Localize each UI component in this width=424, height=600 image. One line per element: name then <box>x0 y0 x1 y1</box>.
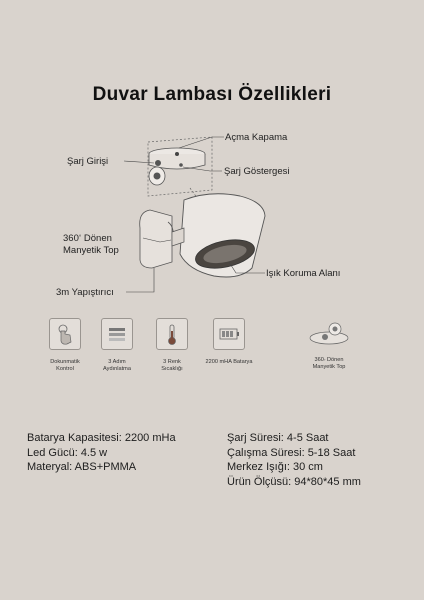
feature-rotating-magnetic-ball: 360° Dönen Manyetik Top <box>290 318 368 371</box>
label-charge-indicator: Şarj Göstergesi <box>224 166 290 177</box>
spec-material: Materyal: ABS+PMMA <box>27 461 137 473</box>
feature-caption-line1: Dokunmatik <box>50 359 80 365</box>
feature-caption-line2: Manyetik Top <box>312 364 346 370</box>
lamp-illustration <box>0 110 424 310</box>
feature-caption-line2: Sıcaklığı <box>161 366 183 372</box>
feature-caption-line1: 3 Renk <box>163 359 181 365</box>
magnetic-ball-icon <box>307 318 351 348</box>
label-magnetic-top: Manyetik Top <box>63 245 119 256</box>
page-title: Duvar Lambası Özellikleri <box>92 84 332 105</box>
thermometer-icon <box>156 318 188 350</box>
feature-caption-line2: Aydınlatma <box>103 366 131 372</box>
label-donen: Dönen <box>83 233 112 244</box>
feature-battery <box>194 318 264 366</box>
lamp-diagram <box>0 110 424 310</box>
specs-right-column <box>227 431 361 489</box>
feature-caption-line2: Kontrol <box>56 366 74 372</box>
label-charge-input: Şarj Girişi <box>67 156 109 167</box>
spec-operating-time: Çalışma Süresi: 5-18 Saat <box>227 446 356 459</box>
power-button-icon <box>175 152 179 156</box>
charge-indicator-icon <box>179 163 183 167</box>
spec-center-light: Merkez Işığı: 30 cm <box>227 461 323 473</box>
spec-product-size: Ürün Ölçüsü: 94*80*45 mm <box>227 475 361 488</box>
spec-charge-time: Şarj Süresi: 4-5 Saat <box>227 432 329 444</box>
feature-caption-line1: 3 Adım <box>108 359 126 365</box>
feature-caption-360: 360 <box>314 357 324 363</box>
label-3m-adhesive: 3m Yapıştırıcı <box>56 287 114 298</box>
label-power-switch: Açma Kapama <box>225 132 288 143</box>
brightness-steps-icon <box>101 318 133 350</box>
label-light-protection: Işık Koruma Alanı <box>266 268 341 279</box>
battery-icon <box>213 318 245 350</box>
wall-mount <box>140 210 172 268</box>
specs-left-column <box>27 431 176 475</box>
spec-battery-capacity: Batarya Kapasitesi: 2200 mHa <box>27 432 176 444</box>
feature-caption-donen: Dönen <box>327 357 344 363</box>
label-rotating-magnetic-ball: 360° Dönen <box>63 233 112 244</box>
charge-port-icon <box>155 160 161 166</box>
label-360: 360 <box>63 233 79 244</box>
feature-icons-row <box>0 318 424 393</box>
touch-hand-icon <box>49 318 81 350</box>
spec-led-power: Led Gücü: 4.5 w <box>27 446 108 459</box>
feature-caption-line1: 2200 mHA Batarya <box>205 359 253 365</box>
